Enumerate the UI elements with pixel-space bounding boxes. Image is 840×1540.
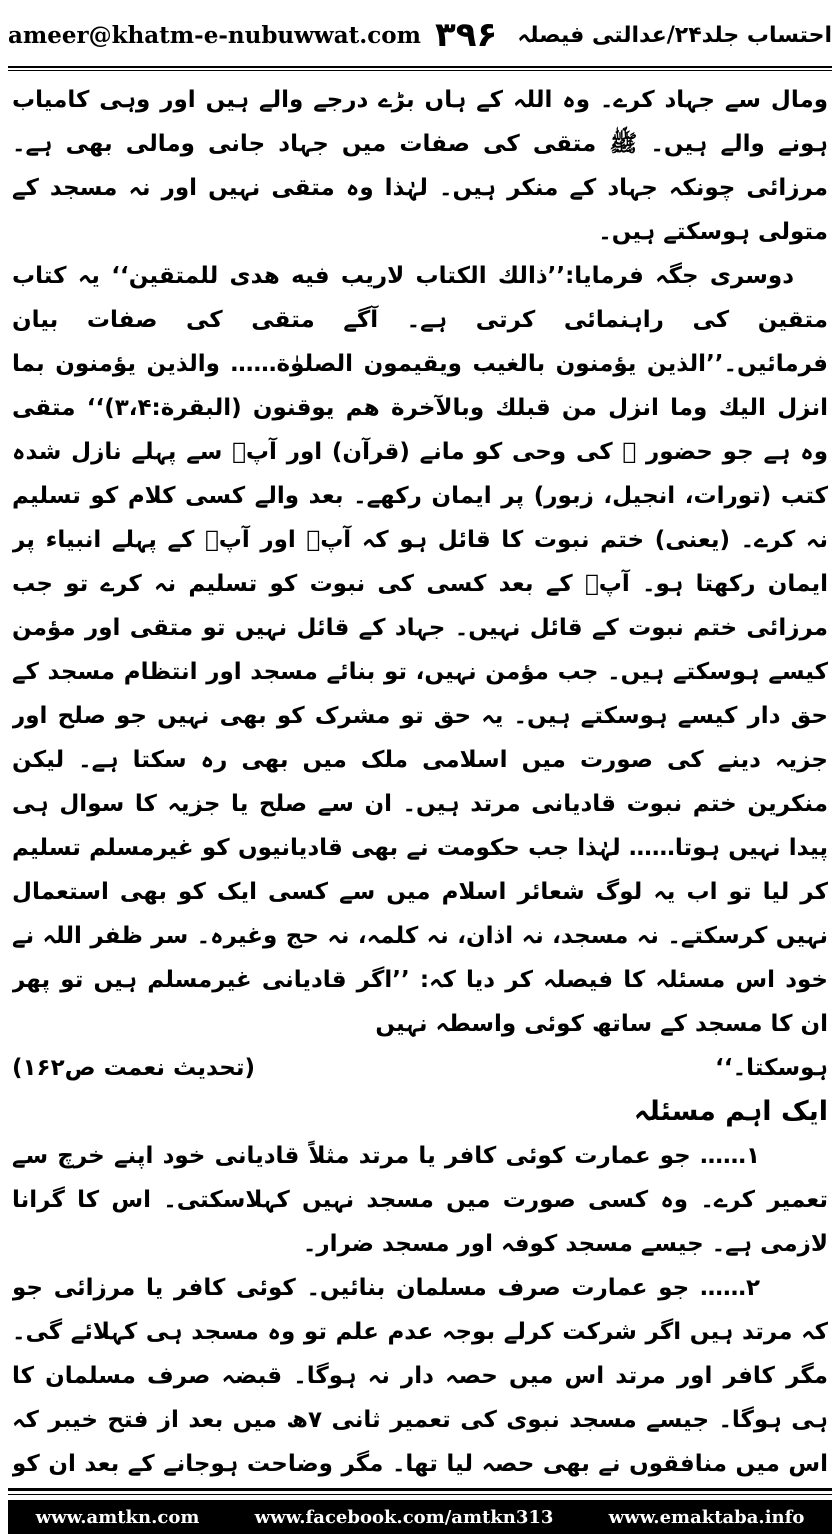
item-text: جو عمارت کوئی کافر یا مرتد مثلاً قادیانی خود اپنے خرچ سے تعمیر کرے۔ وہ کسی صورت میں مسجد نہیں کہلاسکتی۔ اس کا گرانا لازمی ہے۔ جیسے مسجد کوفہ اور مسجد ضرار۔ xyxy=(12,1143,828,1257)
paragraph-1: ومال سے جہاد کرے۔ وہ اللہ کے ہاں بڑے درجے والے ہیں اور وہی کامیاب ہونے والے ہیں۔ ﷺ متقی کی صفات میں جہاد جانی ومالی بھی ہے۔ مرزائی چونکہ جہاد کے منکر ہیں۔ لہٰذا وہ متقی نہیں اور نہ مسجد کے متولی ہوسکتے ہیں۔ xyxy=(12,87,828,245)
footer-bar xyxy=(8,1500,832,1534)
paragraph-2: دوسری جگہ فرمایا:’’ذالك الكتاب لاريب فيه هدى للمتقين‘‘ یہ کتاب متقین کی راہنمائی کرتی ہے۔ آگے متقی کی صفات بیان فرمائیں۔’’الذين يؤمنون بالغيب ويقيمون الصلوٰة…… والذين يؤمنون بما انزل اليك وما انزل من قبلك وبالآخرة هم يوقنون (البقرة:۳،۴)‘‘ متقی وہ ہے جو حضور ﷺ کی وحی کو مانے (قرآن) اور آپؐ سے پہلے نازل شدہ کتب (تورات، انجیل، زبور) پر ایمان رکھے۔ بعد والے کسی کلام کو تسلیم نہ کرے۔ (یعنی) ختم نبوت کا قائل ہو کہ آپؐ اور آپؐ کے پہلے انبیاء پر ایمان رکھتا ہو۔ آپؐ کے بعد کسی کی نبوت کو تسلیم نہ کرے تو جب مرزائی ختم نبوت کے قائل نہیں۔ جہاد کے قائل نہیں تو متقی اور مؤمن کیسے ہوسکتے ہیں۔ جب مؤمن نہیں، تو بنائے مسجد اور انتظام مسجد کے حق دار کیسے ہوسکتے ہیں۔ یہ حق تو مشرک کو بھی نہیں جو صلح اور جزیہ دینے کی صورت میں اسلامی ملک میں بھی رہ سکتا ہے۔ لیکن منکرین ختم نبوت قادیانی مرتد ہیں۔ ان سے صلح یا جزیہ کا سوال ہی پیدا نہیں ہوتا…… لہٰذا جب حکومت نے بھی قادیانیوں کو غیرمسلم تسلیم کر لیا تو اب یہ لوگ شعائر اسلام میں سے کسی ایک کو بھی استعمال نہیں کرسکتے۔ نہ مسجد، نہ اذان، نہ کلمہ، نہ حج وغیرہ۔ سر ظفر اللہ نے خود اس مسئلہ کا فیصلہ کر دیا کہ: ’’اگر قادیانی غیرمسلم ہیں تو پھر ان کا مسجد کے ساتھ کوئی واسطہ نہیں xyxy=(12,263,828,1037)
quote-citation-line xyxy=(12,1046,828,1090)
footer-rule-thin xyxy=(8,1494,832,1495)
item-number: ۲…… xyxy=(699,1275,760,1301)
quote-end: ہوسکتا۔‘‘ xyxy=(715,1055,828,1081)
section-heading: ایک اہم مسئلہ xyxy=(633,1096,828,1127)
item-number: ۱…… xyxy=(699,1143,761,1169)
page-body xyxy=(12,78,828,1478)
citation: (تحدیث نعمت ص۱۶۲) xyxy=(12,1055,255,1081)
list-item-2 xyxy=(12,1266,828,1478)
footer-link-amtkn[interactable]: www.amtkn.com xyxy=(35,1506,200,1528)
header-email: ameer@khatm-e-nubuwwat.com xyxy=(8,21,421,49)
page-number: ۳۹۶ xyxy=(434,15,498,55)
header-rule-thin xyxy=(8,70,832,71)
item-text: جو عمارت صرف مسلمان بنائیں۔ کوئی کافر یا مرزائی جو کہ مرتد ہیں اگر شرکت کرلے بوجہ عدم علم تو وہ مسجد ہی کہلائے گی۔ مگر کافر اور مرتد اس میں حصہ دار نہ ہوگا۔ قبضہ صرف مسلمان کا ہی ہوگا۔ جیسے مسجد نبوی کی تعمیر ثانی ۷ھ میں بعد از فتح خیبر کہ اس میں منافقوں نے بھی حصہ لیا تھا۔ مگر وضاحت ہوجانے کے بعد ان کو xyxy=(12,1275,828,1477)
list-item-1 xyxy=(12,1134,828,1266)
header-left xyxy=(8,15,497,55)
page-header xyxy=(8,6,832,64)
footer-rule xyxy=(8,1488,832,1491)
footer-link-emaktaba[interactable]: www.emaktaba.info xyxy=(608,1506,805,1528)
running-title: احتساب جلد۲۴/عدالتی فیصلہ xyxy=(517,22,832,48)
footer-link-facebook[interactable]: www.facebook.com/amtkn313 xyxy=(254,1506,554,1528)
header-rule xyxy=(8,66,832,68)
